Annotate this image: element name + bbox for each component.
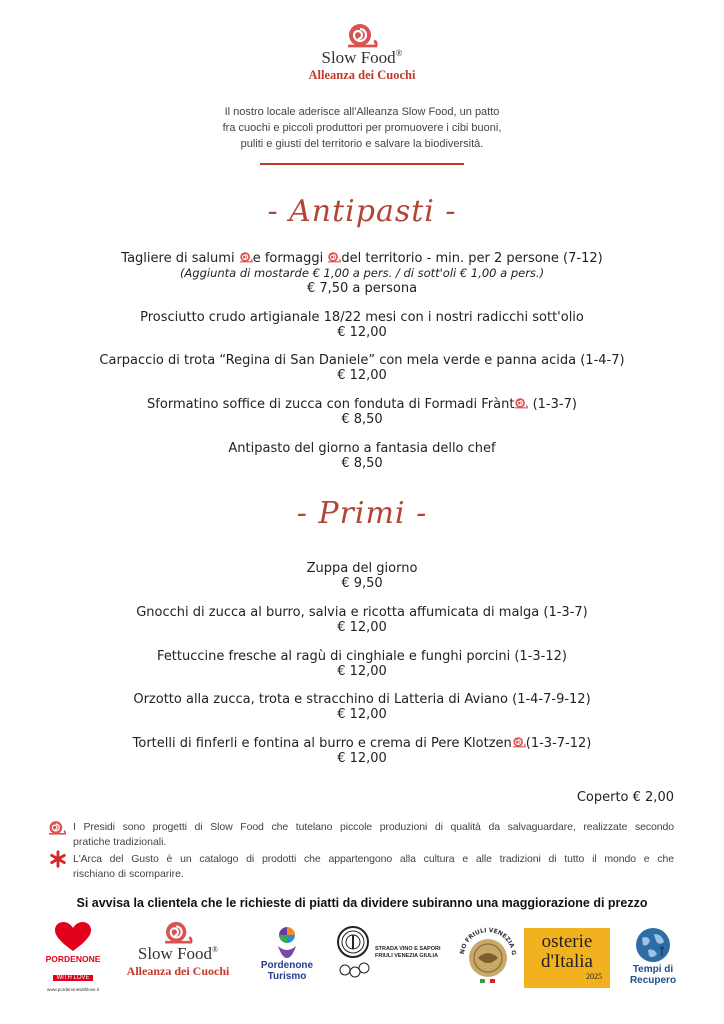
section-title-primi: - Primi - xyxy=(296,496,428,531)
dish-price: € 9,50 xyxy=(341,576,383,591)
dish-tortelli: Tortelli di finferli e fontina al burro e crema di Pere Klotzen (1-3-7-12) xyxy=(132,736,592,751)
presidio-snail-icon xyxy=(239,251,253,263)
dish-fettuccine: Fettuccine fresche al ragù di cinghiale e funghi porcini (1-3-12) xyxy=(157,649,567,664)
presidio-snail-icon xyxy=(512,736,526,748)
presidio-snail-icon xyxy=(327,251,341,263)
sharing-warning: Si avvisa la clientela che le richieste di piatti da dividere subiranno una maggiorazione di prezzo xyxy=(76,896,648,910)
heart-logo-icon xyxy=(55,922,91,952)
dish-price: € 12,00 xyxy=(337,368,387,383)
dish-tagliere: Tagliere di salumi e formaggi del territorio - min. per 2 persone (7-12) xyxy=(121,251,603,266)
footnote-arca: L'Arca del Gusto è un catalogo di prodotti che appartengono alla cultura e alle tradizioni di tutto il mondo e che rischiano di scomparire. xyxy=(73,853,674,880)
globe-icon xyxy=(634,926,672,964)
pordenone-with-love-logo: PORDENONE WITH LOVE www.pordenonewithlove.it xyxy=(40,922,106,990)
snail-logo-icon xyxy=(163,920,193,944)
slowfood-footer-logo: Slow Food® Alleanza dei Cuochi xyxy=(116,920,240,988)
header-logo xyxy=(300,22,424,90)
io-sono-fvg-logo xyxy=(456,922,520,986)
snail-logo-icon xyxy=(345,22,379,48)
turismo-emblem-icon xyxy=(268,924,306,960)
dish-antipasto-giorno: Antipasto del giorno a fantasia dello chef xyxy=(228,441,496,456)
dish-price: € 12,00 xyxy=(337,664,387,679)
intro-line: Il nostro locale aderisce all'Alleanza Slow Food, un patto xyxy=(224,106,500,118)
io-sono-fvg-seal-icon xyxy=(456,922,520,986)
dish-sformatino: Sformatino soffice di zucca con fonduta di Formadi Frànt (1-3-7) xyxy=(147,397,577,412)
intro-text xyxy=(0,104,724,152)
strada-vino-sapori-logo: STRADA VINO E SAPORI FRIULI VENEZIA GIULIA xyxy=(335,924,455,986)
arca-asterisk-icon xyxy=(49,850,67,868)
dish-price: € 12,00 xyxy=(337,751,387,766)
osterie-ditalia-logo: osterie d'Italia 2025 xyxy=(524,928,610,988)
dish-zuppa: Zuppa del giorno xyxy=(306,561,418,576)
intro-line: fra cuochi e piccoli produttori per promuovere i cibi buoni, xyxy=(222,122,502,134)
dish-orzotto: Orzotto alla zucca, trota e stracchino di Latteria di Aviano (1-4-7-9-12) xyxy=(133,692,591,707)
intro-line: puliti e giusti del territorio e salvare la biodiversità. xyxy=(240,138,484,150)
dish-price: € 8,50 xyxy=(341,412,383,427)
dish-price: € 7,50 a persona xyxy=(306,281,418,296)
registered-mark: ® xyxy=(395,48,403,58)
coperto-price: Coperto € 2,00 xyxy=(576,790,674,805)
dish-price: € 12,00 xyxy=(337,707,387,722)
tempi-di-recupero-logo: Tempi di Recupero xyxy=(622,926,684,988)
presidio-snail-icon xyxy=(514,397,528,409)
dish-price: € 12,00 xyxy=(337,325,387,340)
footnote-presidi: I Presidi sono progetti di Slow Food che tutelano piccole produzioni di qualità da salvaguardare, realizzate secondo pratiche tradizionali. xyxy=(73,821,674,848)
dish-carpaccio: Carpaccio di trota “Regina di San Daniele” con mela verde e panna acida (1-4-7) xyxy=(99,353,625,368)
header-divider xyxy=(260,163,464,165)
brand-name: Slow Food xyxy=(321,48,396,67)
pordenone-turismo-logo: Pordenone Turismo xyxy=(254,924,320,986)
dish-prosciutto: Prosciutto crudo artigianale 18/22 mesi con i nostri radicchi sott'olio xyxy=(140,310,584,325)
dish-price: € 12,00 xyxy=(337,620,387,635)
section-title-antipasti: - Antipasti - xyxy=(267,194,457,229)
dish-price: € 8,50 xyxy=(341,456,383,471)
dish-note: (Aggiunta di mostarde € 1,00 a pers. / di sott'oli € 1,00 a pers.) xyxy=(179,266,545,280)
presidio-legend-snail-icon xyxy=(47,820,67,835)
dish-gnocchi: Gnocchi di zucca al burro, salvia e ricotta affumicata di malga (1-3-7) xyxy=(136,605,588,620)
brand-subtitle: Alleanza dei Cuochi xyxy=(308,68,416,82)
io-sono-fvg-arc-text: NO FRIULI VENEZIA G xyxy=(459,926,518,956)
strada-emblem-icon xyxy=(335,924,371,982)
